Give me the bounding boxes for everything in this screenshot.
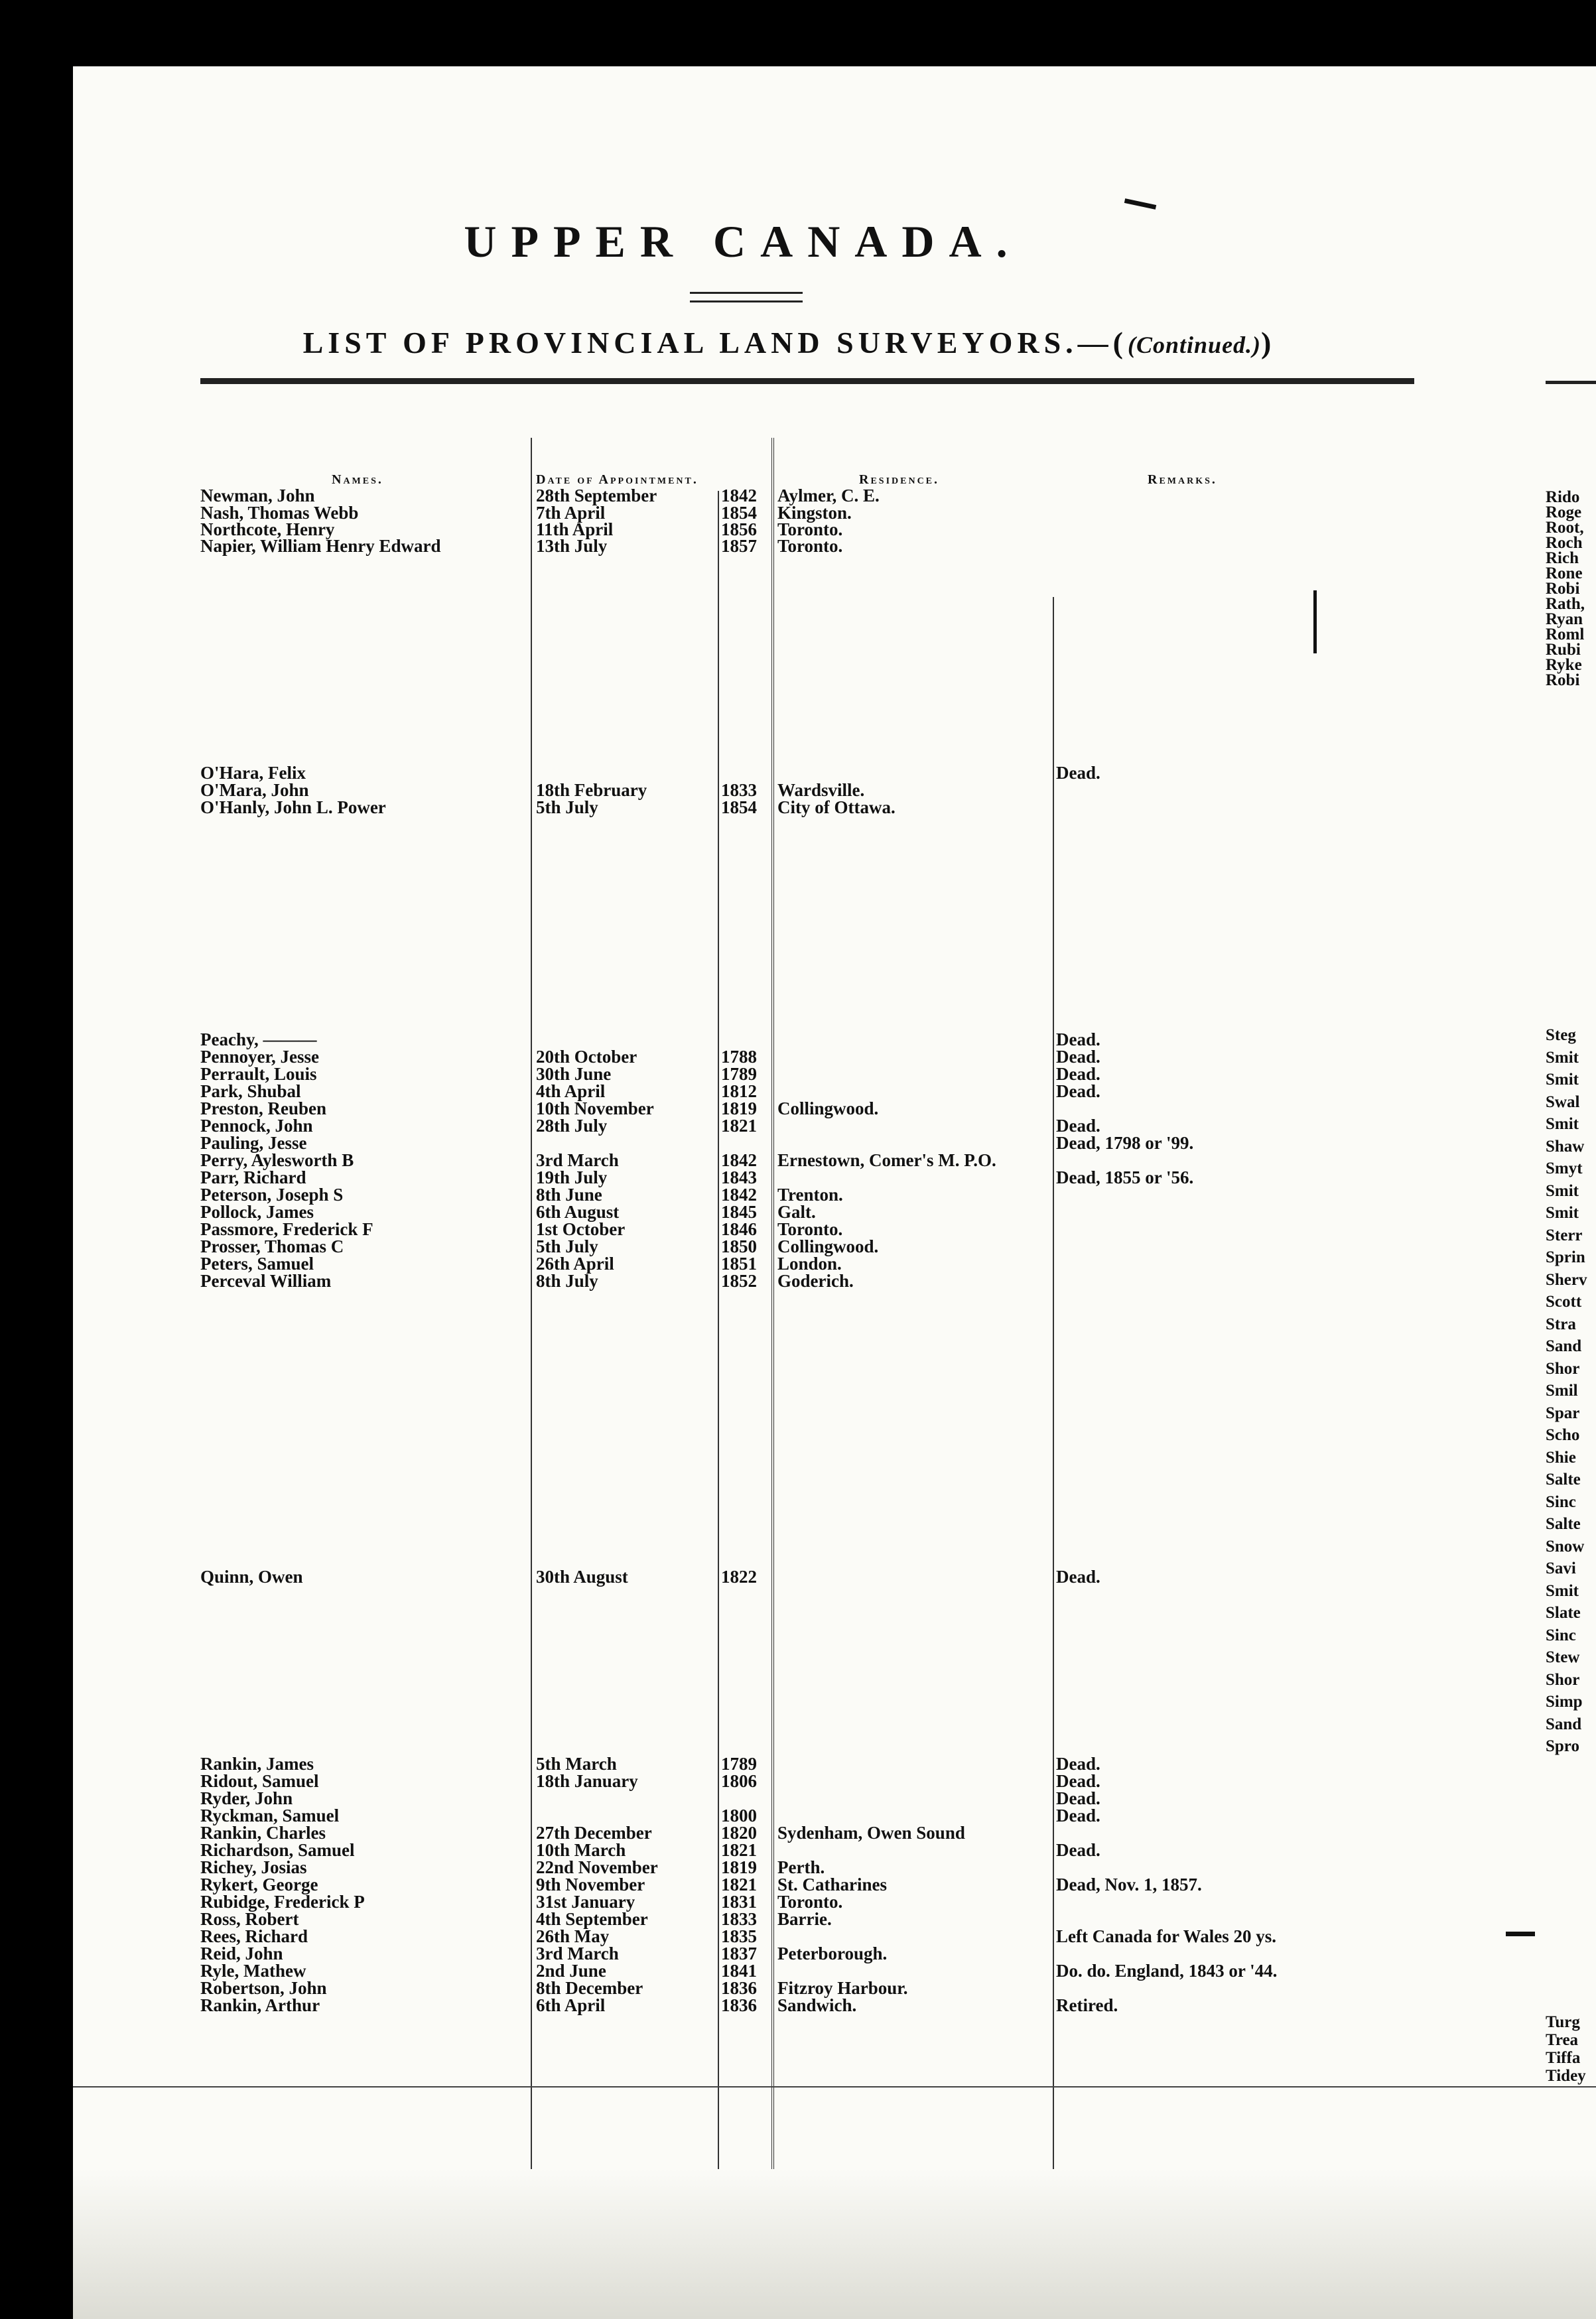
appointment-year: 1842 [721,1150,757,1170]
appointment-date: 4th April [536,1081,606,1101]
remarks: Dead. [1056,1788,1100,1808]
residence: St. Catharines [777,1875,888,1894]
right-page-name-fragment: Sand [1546,1337,1582,1355]
right-page-name-fragment: Snow [1546,1537,1585,1556]
surveyor-name: O'Hanly, John L. Power [200,797,386,817]
appointment-year: 1836 [721,1978,757,1998]
right-page-name-fragment: Smyt [1546,1160,1583,1177]
appointment-year: 1846 [721,1219,757,1239]
appointment-date: 22nd November [536,1857,658,1877]
surveyor-name: Pauling, Jesse [200,1133,307,1153]
surveyor-name: Rankin, James [200,1754,314,1774]
surveyor-name: Park, Shubal [200,1081,301,1101]
surveyor-name: Ridout, Samuel [200,1771,319,1791]
residence: Barrie. [777,1909,832,1929]
document-page [73,66,1596,2319]
residence: London. [777,1254,842,1274]
surveyor-name: Rykert, George [200,1875,318,1894]
surveyor-name: Perceval William [200,1271,332,1291]
surveyor-name: Rubidge, Frederick P [200,1892,365,1912]
residence: Kingston. [777,503,852,523]
appointment-date: 28th July [536,1116,608,1136]
appointment-date: 5th July [536,797,598,817]
right-page-name-fragment: Robi [1546,580,1580,598]
appointment-year: 1833 [721,1909,757,1929]
appointment-year: 1845 [721,1202,757,1222]
appointment-date: 11th April [536,519,614,539]
appointment-date: 4th September [536,1909,648,1929]
appointment-year: 1788 [721,1047,757,1067]
right-page-name-fragment: Savi [1546,1559,1576,1577]
appointment-date: 5th March [536,1754,617,1774]
appointment-year: 1819 [721,1857,757,1877]
appointment-year: 1841 [721,1961,757,1981]
right-page-name-fragment: Roge [1546,503,1582,521]
appointment-date: 8th June [536,1185,602,1205]
residence: Toronto. [777,536,843,556]
surveyor-name: Rankin, Arthur [200,1995,320,2015]
column-header-date: Date of Appointment. [536,472,698,487]
right-page-name-fragment: Shor [1546,1359,1580,1378]
appointment-year: 1835 [721,1926,757,1946]
right-page-name-fragment: Sinc [1546,1626,1576,1644]
table-row [73,797,1596,819]
appointment-year: 1821 [721,1875,757,1894]
table-row [73,1567,1596,1589]
title-ornament [690,292,803,302]
column-header-residence: Residence. [859,472,940,487]
right-page-name-fragment: Smit [1546,1181,1579,1200]
remarks: Dead. [1056,1840,1100,1860]
appointment-date: 5th July [536,1236,598,1256]
surveyor-name: Ryckman, Samuel [200,1806,340,1825]
residence: Collingwood. [777,1236,879,1256]
surveyor-name: Napier, William Henry Edward [200,536,441,556]
right-page-name-fragment: Scott [1546,1293,1582,1311]
residence: Fitzroy Harbour. [777,1978,908,1998]
surveyor-name: Ross, Robert [200,1909,299,1929]
surveyor-name: Ryle, Mathew [200,1961,306,1981]
surveyor-name: Peters, Samuel [200,1254,314,1274]
right-page-name-fragment: Rath, [1546,595,1585,613]
residence: Collingwood. [777,1098,879,1118]
right-page-name-fragment: Turg [1546,2013,1580,2031]
surveyor-name: Richey, Josias [200,1857,307,1877]
remarks: Dead. [1056,1806,1100,1825]
right-page-name-fragment: Spar [1546,1404,1580,1422]
appointment-year: 1821 [721,1116,757,1136]
right-page-name-fragment: Shaw [1546,1137,1585,1156]
right-page-name-fragment: Trea [1546,2031,1579,2049]
right-page-name-fragment: Slate [1546,1604,1581,1622]
appointment-date: 30th August [536,1567,628,1587]
appointment-year: 1854 [721,797,757,817]
residence: Peterborough. [777,1944,888,1963]
appointment-year: 1806 [721,1771,757,1791]
remarks: Dead, 1855 or '56. [1056,1167,1194,1187]
surveyor-name: Passmore, Frederick F [200,1219,373,1239]
appointment-year: 1833 [721,780,757,800]
appointment-date: 2nd June [536,1961,606,1981]
surveyor-name: Peterson, Joseph S [200,1185,344,1205]
list-subtitle: LIST OF PROVINCIAL LAND SURVEYORS.—((Continued.)) [302,326,1276,360]
right-page-name-fragment: Salte [1546,1515,1581,1533]
right-page-name-fragment: Robi [1546,671,1580,689]
appointment-date: 10th November [536,1098,654,1118]
appointment-date: 3rd March [536,1150,619,1170]
surveyor-name: Rankin, Charles [200,1823,326,1843]
surveyor-name: Newman, John [200,486,315,505]
right-page-name-fragment: Stew [1546,1648,1580,1666]
right-page-name-fragment: Smit [1546,1115,1579,1133]
right-page-name-fragment: Rone [1546,564,1583,582]
remarks: Dead. [1056,1771,1100,1791]
surveyor-name: Nash, Thomas Webb [200,503,359,523]
appointment-date: 8th December [536,1978,643,1998]
surveyor-name: Pennoyer, Jesse [200,1047,319,1067]
surveyor-name: O'Hara, Felix [200,763,306,783]
appointment-year: 1820 [721,1823,757,1843]
residence: City of Ottawa. [777,797,896,817]
ink-mark [1124,198,1156,210]
appointment-date: 20th October [536,1047,637,1067]
column-header-name: Names. [332,472,383,487]
appointment-date: 28th September [536,486,657,505]
appointment-year: 1843 [721,1167,757,1187]
right-page-name-fragment: Scho [1546,1426,1580,1444]
residence: Aylmer, C. E. [777,486,880,505]
appointment-year: 1821 [721,1840,757,1860]
appointment-date: 26th April [536,1254,614,1274]
appointment-year: 1812 [721,1081,757,1101]
appointment-year: 1800 [721,1806,757,1825]
appointment-year: 1856 [721,519,757,539]
right-page-name-fragment: Rich [1546,549,1579,567]
surveyor-name: Perry, Aylesworth B [200,1150,354,1170]
appointment-date: 10th March [536,1840,626,1860]
remarks: Dead, 1798 or '99. [1056,1133,1194,1153]
right-page-name-fragment: Ryke [1546,656,1582,674]
right-page-name-fragment: Rido [1546,488,1580,506]
right-page-name-fragment: Tidey [1546,2067,1586,2085]
appointment-date: 6th April [536,1995,606,2015]
remarks: Dead. [1056,1754,1100,1774]
appointment-year: 1851 [721,1254,757,1274]
right-page-name-fragment: Shie [1546,1448,1576,1467]
surveyor-name: Peachy, ——— [200,1029,317,1049]
appointment-date: 7th April [536,503,606,523]
appointment-date: 18th February [536,780,647,800]
right-page-name-fragment: Smit [1546,1204,1579,1222]
surveyor-name: Pennock, John [200,1116,313,1136]
remarks: Dead. [1056,1116,1100,1136]
column-header-remarks: Remarks. [1148,472,1217,487]
right-page-name-fragment: Sterr [1546,1226,1583,1244]
right-page-name-fragment: Simp [1546,1693,1583,1711]
residence: Sydenham, Owen Sound [777,1823,965,1843]
scan-artifact-line [73,2086,1596,2087]
remarks: Do. do. England, 1843 or '44. [1056,1961,1278,1981]
right-page-name-fragment: Smil [1546,1382,1578,1400]
appointment-year: 1850 [721,1236,757,1256]
residence: Toronto. [777,1892,843,1912]
appointment-date: 18th January [536,1771,638,1791]
table-row [73,1995,1596,2017]
surveyor-name: Parr, Richard [200,1167,306,1187]
remarks: Dead. [1056,763,1100,783]
right-page-name-fragment: Sherv [1546,1270,1587,1289]
appointment-year: 1789 [721,1754,757,1774]
appointment-date: 8th July [536,1271,598,1291]
appointment-date: 13th July [536,536,608,556]
residence: Galt. [777,1202,816,1222]
right-page-name-fragment: Sprin [1546,1248,1585,1266]
surveyor-name: O'Mara, John [200,780,309,800]
right-page-name-fragment: Salte [1546,1471,1581,1489]
appointment-date: 1st October [536,1219,626,1239]
remarks: Dead. [1056,1064,1100,1084]
right-page-name-fragment: Smit [1546,1581,1579,1600]
appointment-year: 1852 [721,1271,757,1291]
surveyor-name: Ryder, John [200,1788,293,1808]
remarks: Left Canada for Wales 20 ys. [1056,1926,1277,1946]
surveyor-name: Reid, John [200,1944,283,1963]
right-page-name-fragment: Stra [1546,1315,1576,1333]
appointment-year: 1857 [721,536,757,556]
appointment-date: 3rd March [536,1944,619,1963]
right-page-name-fragment: Root, [1546,519,1584,537]
residence: Toronto. [777,519,843,539]
right-page-name-fragment: Swal [1546,1093,1580,1111]
surveyor-name: Rees, Richard [200,1926,308,1946]
right-page-name-fragment: Sinc [1546,1492,1576,1511]
residence: Trenton. [777,1185,843,1205]
remarks: Dead. [1056,1047,1100,1067]
appointment-year: 1842 [721,486,757,505]
remarks: Retired. [1056,1995,1118,2015]
appointment-date: 31st January [536,1892,635,1912]
appointment-year: 1842 [721,1185,757,1205]
surveyor-name: Northcote, Henry [200,519,335,539]
surveyor-name: Quinn, Owen [200,1567,303,1587]
surveyor-name: Pollock, James [200,1202,314,1222]
right-page-name-fragment: Ryan [1546,610,1583,628]
header-rule [200,378,1414,384]
appointment-date: 19th July [536,1167,608,1187]
remarks: Dead, Nov. 1, 1857. [1056,1875,1202,1894]
remarks: Dead. [1056,1567,1100,1587]
residence: Perth. [777,1857,825,1877]
right-page-name-fragment: Sand [1546,1715,1582,1733]
right-page-name-fragment: Smit [1546,1071,1579,1089]
right-page-name-fragment: Steg [1546,1026,1576,1044]
remarks: Dead. [1056,1081,1100,1101]
appointment-date: 6th August [536,1202,620,1222]
appointment-year: 1789 [721,1064,757,1084]
subtitle-note: (Continued.) [1128,332,1262,358]
residence: Sandwich. [777,1995,857,2015]
ink-mark [1506,1932,1535,1936]
right-page-name-fragment: Roml [1546,626,1585,643]
table-row [73,536,1596,558]
appointment-year: 1836 [721,1995,757,2015]
right-page-name-fragment: Rubi [1546,641,1581,659]
surveyor-name: Preston, Reuben [200,1098,327,1118]
right-page-name-fragment: Tiffa [1546,2049,1581,2067]
page-title: UPPER CANADA. [464,216,1022,267]
appointment-year: 1837 [721,1944,757,1963]
appointment-year: 1819 [721,1098,757,1118]
residence: Wardsville. [777,780,865,800]
ink-mark [1313,590,1317,653]
appointment-year: 1822 [721,1567,757,1587]
residence: Ernestown, Comer's M. P.O. [777,1150,996,1170]
right-page-name-fragment: Roch [1546,534,1583,552]
scan-shadow [73,2169,1596,2319]
subtitle-text: LIST OF PROVINCIAL LAND SURVEYORS. [302,326,1078,360]
right-page-name-fragment: Shor [1546,1670,1580,1689]
appointment-date: 30th June [536,1064,612,1084]
appointment-date: 26th May [536,1926,610,1946]
right-page-name-fragment: Spro [1546,1737,1579,1755]
residence: Toronto. [777,1219,843,1239]
surveyor-name: Perrault, Louis [200,1064,317,1084]
surveyor-name: Richardson, Samuel [200,1840,355,1860]
surveyor-name: Robertson, John [200,1978,327,1998]
remarks: Dead. [1056,1029,1100,1049]
surveyor-name: Prosser, Thomas C [200,1236,344,1256]
appointment-date: 9th November [536,1875,645,1894]
appointment-date: 27th December [536,1823,652,1843]
header-rule-right [1546,381,1596,384]
appointment-year: 1854 [721,503,757,523]
appointment-year: 1831 [721,1892,757,1912]
right-page-name-fragment: Smit [1546,1048,1579,1067]
residence: Goderich. [777,1271,854,1291]
table-row [73,1271,1596,1293]
